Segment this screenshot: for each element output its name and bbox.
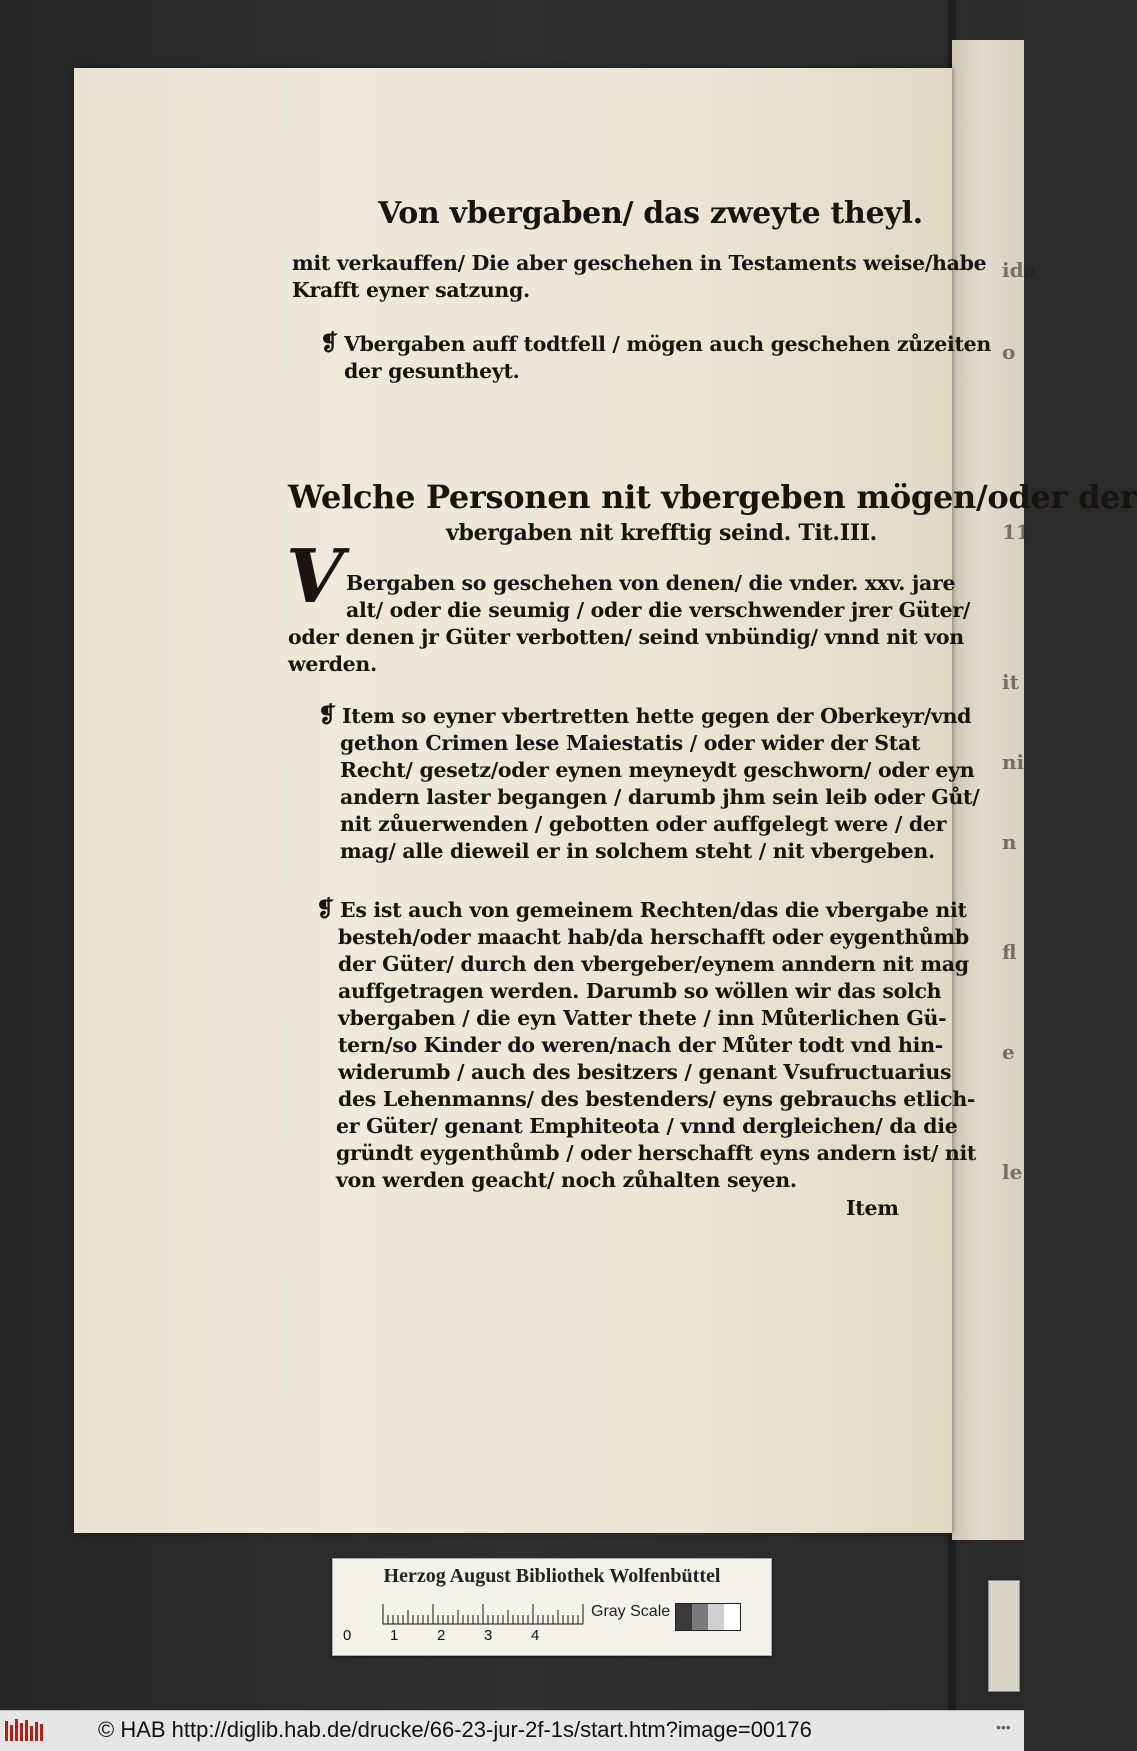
text-line: mag/ alle dieweil er in solchem steht / nit vbergeben. [340, 839, 935, 863]
text-line: des Lehenmanns/ des bestenders/ eyns gebrauchs etlich- [338, 1087, 976, 1111]
paragraph-mark-icon: ❡ [318, 702, 337, 728]
adjacent-page-fragment: le [1002, 1160, 1023, 1184]
text-line: werden. [288, 652, 377, 676]
gray-scale-label: Gray Scale [591, 1603, 671, 1620]
text-line: andern laster begangen / darumb jhm sein leib oder Gůt/ [340, 785, 980, 809]
text-line: auffgetragen werden. Darumb so wöllen wir das solch [338, 979, 942, 1003]
ruler-number: 3 [484, 1627, 493, 1644]
adjacent-page-fragment: o [1002, 340, 1016, 364]
gray-swatch [724, 1604, 740, 1630]
catchword: Item [846, 1196, 899, 1220]
adjacent-page-fragment: ni [1002, 750, 1025, 774]
text-line: Vbergaben auff todtfell / mögen auch geschehen zůzeiten [344, 332, 991, 356]
text-line: Bergaben so geschehen von denen/ die vnder. xxv. jare [346, 571, 956, 595]
text-line: mit verkauffen/ Die aber geschehen in Testaments weise/habe [292, 251, 987, 275]
text-line: besteh/oder maacht hab/da herschafft oder eygenthůmb [338, 925, 969, 949]
text-line: widerumb / auch des besitzers / genant Vsufructuarius [338, 1060, 952, 1084]
ruler-number: 2 [437, 1627, 446, 1644]
text-line: gethon Crimen lese Maiestatis / oder wider der Stat [340, 731, 921, 755]
text-line: oder denen jr Güter verbotten/ seind vnbündig/ vnnd nit von [288, 625, 964, 649]
adjacent-page-fragment: ida [1002, 258, 1037, 282]
running-head: Von vbergaben/ das zweyte theyl. [378, 196, 923, 231]
ruler-title: Herzog August Bibliothek Wolfenbüttel [383, 1565, 721, 1587]
paragraph-mark-icon: ❡ [316, 896, 335, 922]
text-line: gründt eygenthůmb / oder herschafft eyns andern ist/ nit [336, 1141, 977, 1165]
drop-cap: V [286, 534, 344, 620]
footer-bar [0, 1710, 1024, 1751]
ruler-number: 4 [531, 1627, 540, 1644]
section-title: Welche Personen nit vbergeben mögen/oder der [288, 478, 1137, 516]
scale-ruler-card [332, 1558, 772, 1656]
ruler-number: 0 [343, 1627, 352, 1644]
text-line: alt/ oder die seumig / oder die verschwender jrer Güter/ [346, 598, 971, 622]
ruler-number: 1 [390, 1627, 399, 1644]
text-line: Es ist auch von gemeinem Rechten/das die vbergabe nit [340, 898, 967, 922]
adjacent-page-fragment: n [1002, 830, 1017, 854]
adjacent-page-fragment: e [1002, 1040, 1015, 1064]
text-line: der gesuntheyt. [344, 359, 520, 383]
text-line: von werden geacht/ noch zůhalten seyen. [336, 1168, 797, 1192]
text-line: er Güter/ genant Emphiteota / vnnd dergleichen/ da die [336, 1114, 958, 1138]
adjacent-page-fragment: 11 [1002, 520, 1030, 544]
text-line: Item so eyner vbertretten hette gegen der Oberkeyr/vnd [342, 704, 972, 728]
gray-swatch [692, 1604, 708, 1630]
hab-logo-icon [4, 1717, 46, 1745]
text-line: Recht/ gesetz/oder eynen meyneydt geschworn/ oder eyn [340, 758, 975, 782]
text-line: Krafft eyner satzung. [292, 278, 530, 302]
copyright-url[interactable]: © HAB http://diglib.hab.de/drucke/66-23-jur-2f-1s/start.htm?image=00176 [98, 1717, 812, 1742]
text-line: der Güter/ durch den vbergeber/eynem anndern nit mag [338, 952, 969, 976]
text-line: nit zůuerwenden / gebotten oder auffgelegt were / der [340, 812, 947, 836]
adjacent-page-fragment: it [1002, 670, 1019, 694]
text-line: tern/so Kinder do weren/nach der Můter todt vnd hin- [338, 1033, 943, 1057]
gray-swatch [676, 1604, 692, 1630]
shelf-label [988, 1580, 1020, 1692]
section-title-subline: vbergaben nit krefftig seind. Tit.III. [446, 520, 878, 546]
ruler-scale [383, 1603, 583, 1625]
paragraph-mark-icon: ❡ [320, 330, 339, 356]
text-line: vbergaben / die eyn Vatter thete / inn Můterlichen Gü- [338, 1006, 947, 1030]
gray-scale-swatches [675, 1603, 741, 1631]
more-icon[interactable]: ••• [996, 1719, 1011, 1735]
adjacent-page-fragment: fl [1002, 940, 1017, 964]
gray-swatch [708, 1604, 724, 1630]
